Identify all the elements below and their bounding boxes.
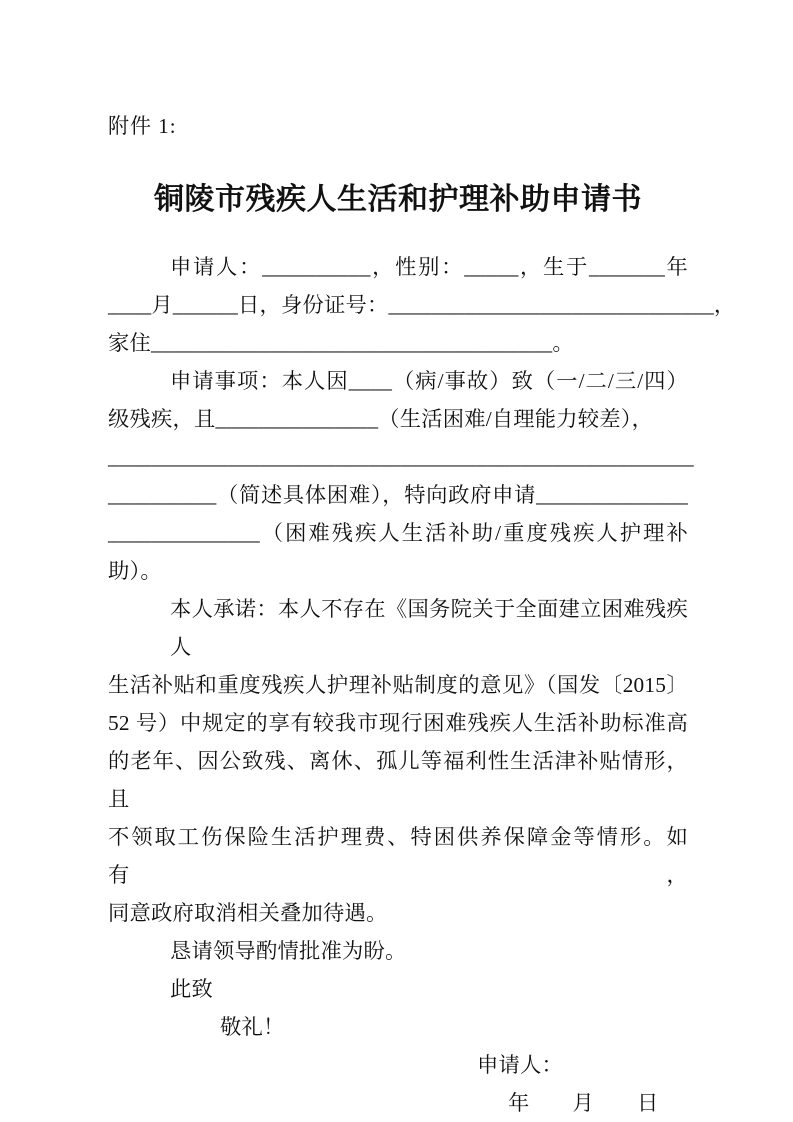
document-line: 的老年、因公致残、离休、孤儿等福利性生活津补贴情形，且 — [108, 749, 688, 811]
document-line: 年 月 日 — [508, 1091, 659, 1115]
document-line: 本人承诺：本人不存在《国务院关于全面建立困难残疾人 — [170, 597, 688, 659]
document-line: ____月______日，身份证号：______________________________， — [108, 293, 736, 317]
document-line: __________（简述具体困难），特向政府申请______________ — [108, 483, 688, 507]
document-line: 生活补贴和重度残疾人护理补贴制度的意见》（国发〔2015〕 — [108, 673, 688, 697]
document-line: 级残疾，且_______________（生活困难/自理能力较差）， — [108, 407, 654, 431]
document-line: ______________________________________________________ — [108, 445, 694, 469]
document-line: 敬礼！ — [220, 1015, 285, 1039]
document-line: ______________（困难残疾人生活补助/重度残疾人护理补 — [108, 521, 688, 545]
document-line: 申请事项：本人因____（病/事故）致（一/二/三/四） — [170, 369, 688, 393]
document-line: 同意政府取消相关叠加待遇。 — [108, 901, 388, 925]
document-line: 家住_____________________________________。 — [108, 331, 574, 355]
document-line: 助）。 — [108, 559, 162, 583]
document-line: 52 号）中规定的享有较我市现行困难残疾人生活补助标准高 — [108, 711, 688, 735]
document-line: 此致 — [170, 977, 213, 1001]
attachment-label: 附件 1: — [108, 114, 177, 138]
document-title: 铜陵市残疾人生活和护理补助申请书 — [154, 183, 642, 216]
document-line: 不领取工伤保险生活护理费、特困供养保障金等情形。如有， — [108, 825, 688, 887]
document-line: 申请人： — [477, 1053, 563, 1077]
document-line: 申请人：__________，性别：_____，生于_______年 — [170, 255, 688, 279]
document-line: 恳请领导酌情批准为盼。 — [170, 939, 407, 963]
document-body — [108, 248, 736, 1122]
